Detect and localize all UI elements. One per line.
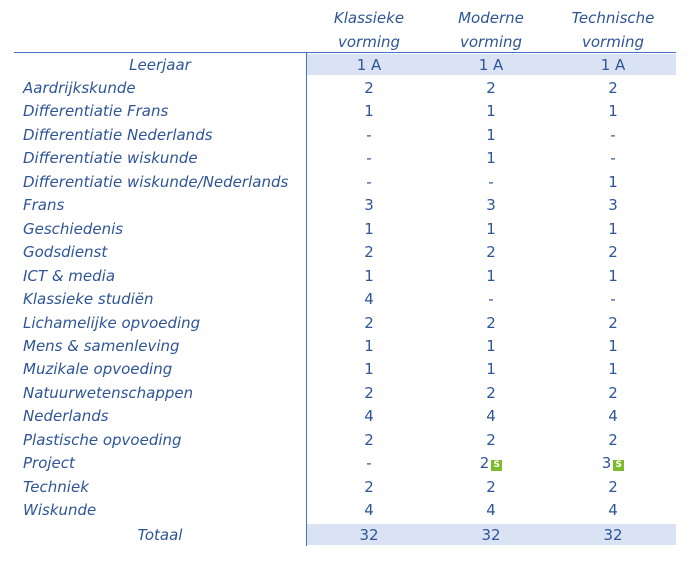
subject-label: Klassieke studiën [23, 290, 154, 309]
hours-value: 2 [608, 430, 618, 449]
s-badge-icon: S [491, 460, 502, 471]
hours-cell [551, 194, 675, 217]
table-row [14, 476, 676, 500]
hours-cell [551, 382, 675, 405]
hours-value: 1 [364, 219, 374, 238]
table-row [14, 452, 676, 476]
hours-value: 2 [486, 243, 496, 262]
hours-cell [551, 218, 675, 241]
table-row [14, 265, 676, 289]
subject-label: Frans [23, 196, 65, 215]
hours-cell [307, 218, 431, 241]
hours-value: 1 [486, 360, 496, 379]
table-row [14, 218, 676, 242]
hours-cell [551, 288, 675, 311]
hours-value: 2 [364, 430, 374, 449]
hours-cell [551, 452, 675, 475]
hours-cell [307, 499, 431, 522]
totaal-value: 32 [359, 526, 379, 544]
column-header-technische [551, 6, 675, 54]
hours-cell [307, 405, 431, 428]
hours-value: 2 [608, 313, 618, 332]
hours-value: - [366, 125, 372, 144]
hours-value: 4 [608, 407, 618, 426]
table-row [14, 312, 676, 336]
hours-value: 2 [479, 454, 490, 473]
hours-cell [429, 124, 553, 147]
hours-value: - [610, 125, 616, 144]
column-header-line: vorming [337, 33, 401, 51]
hours-cell [429, 194, 553, 217]
hours-value: 2 [486, 477, 496, 496]
table-row [14, 429, 676, 453]
column-header-line: Klassieke [333, 9, 405, 27]
hours-value: 1 [608, 266, 618, 285]
hours-cell [429, 476, 553, 499]
table-row [14, 124, 676, 148]
table-row [14, 499, 676, 523]
hours-cell [307, 335, 431, 358]
hours-cell [429, 358, 553, 381]
hours-value: 3 [364, 196, 374, 215]
hours-value: - [366, 149, 372, 168]
hours-cell [307, 194, 431, 217]
hours-cell [429, 77, 553, 100]
hours-value: 2 [364, 313, 374, 332]
hours-value: 1 [486, 102, 496, 121]
hours-cell [429, 265, 553, 288]
table-row [14, 382, 676, 406]
hours-cell [307, 147, 431, 170]
hours-cell [551, 358, 675, 381]
column-header-line: Technische [571, 9, 655, 27]
table-row [14, 241, 676, 265]
table-row [14, 147, 676, 171]
totaal-row [14, 524, 676, 548]
hours-value: 2 [364, 383, 374, 402]
hours-value: 1 [608, 219, 618, 238]
hours-value: - [488, 290, 494, 309]
hours-cell [307, 312, 431, 335]
hours-value: 3 [486, 196, 496, 215]
hours-value: 4 [486, 407, 496, 426]
hours-value: - [366, 172, 372, 191]
totaal-value: 32 [603, 526, 623, 544]
hours-cell [307, 476, 431, 499]
totaal-value: 32 [481, 526, 501, 544]
column-header-line: vorming [459, 33, 523, 51]
leerjaar-value: 1 A [356, 56, 382, 74]
hours-value: 3 [601, 454, 612, 473]
hours-cell [551, 100, 675, 123]
table-row [14, 171, 676, 195]
hours-cell [429, 241, 553, 264]
subject-label: Wiskunde [23, 501, 97, 520]
column-header-line: vorming [581, 33, 645, 51]
subject-label: Godsdienst [23, 243, 108, 262]
hours-cell [307, 429, 431, 452]
hours-cell [307, 77, 431, 100]
hours-cell [429, 405, 553, 428]
hours-cell [429, 499, 553, 522]
subject-label: Differentiatie Frans [23, 102, 169, 121]
hours-cell [429, 382, 553, 405]
hours-value: 1 [608, 102, 618, 121]
hours-value: - [488, 172, 494, 191]
subject-label: ICT & media [23, 266, 116, 285]
hours-value: - [610, 290, 616, 309]
hours-value: 2 [364, 477, 374, 496]
hours-value: 1 [364, 266, 374, 285]
hours-cell [551, 124, 675, 147]
hours-cell [307, 358, 431, 381]
subject-label: Mens & samenleving [23, 336, 180, 355]
subject-label: Muzikale opvoeding [23, 360, 173, 379]
table-row [14, 77, 676, 101]
hours-cell [307, 100, 431, 123]
hours-value: 4 [608, 501, 618, 520]
subject-label: Aardrijkskunde [23, 79, 136, 97]
hours-value: 1 [608, 360, 618, 379]
hours-cell [307, 171, 431, 194]
table-row [14, 405, 676, 429]
hours-value: 2 [486, 313, 496, 332]
subject-label: Natuurwetenschappen [23, 383, 194, 402]
leerjaar-value: 1 A [478, 56, 504, 74]
hours-cell [551, 147, 675, 170]
hours-value: 2 [608, 383, 618, 402]
table-row [14, 358, 676, 382]
hours-value: 1 [608, 336, 618, 355]
hours-value: 2 [486, 430, 496, 449]
hours-cell [429, 335, 553, 358]
hours-cell [551, 499, 675, 522]
totaal-label: Totaal [137, 526, 183, 544]
hours-value: 2 [608, 477, 618, 496]
hours-cell [307, 288, 431, 311]
hours-value: 4 [486, 501, 496, 520]
hours-value: 1 [486, 219, 496, 238]
leerjaar-label: Leerjaar [129, 56, 191, 74]
s-badge-icon: S [613, 460, 624, 471]
hours-value: 1 [364, 360, 374, 379]
hours-cell [551, 171, 675, 194]
subject-label: Nederlands [23, 407, 109, 426]
leerjaar-value: 1 A [600, 56, 626, 74]
subject-label: Plastische opvoeding [23, 430, 182, 449]
table-row [14, 100, 676, 124]
hours-cell [429, 171, 553, 194]
hours-value: 4 [364, 290, 374, 309]
hours-value: - [366, 454, 372, 473]
header-divider [14, 52, 676, 53]
table-row [14, 288, 676, 312]
hours-cell [307, 452, 431, 475]
hours-cell [429, 429, 553, 452]
column-header-klassieke [307, 6, 431, 54]
table-row [14, 335, 676, 359]
hours-value: 1 [364, 102, 374, 121]
hours-cell [551, 476, 675, 499]
hours-cell [551, 405, 675, 428]
hours-value: 4 [364, 501, 374, 520]
hours-value: 3 [608, 196, 618, 215]
hours-cell [551, 241, 675, 264]
subject-label: Differentiatie wiskunde/Nederlands [23, 172, 289, 191]
hours-value: - [610, 149, 616, 168]
subject-label: Techniek [23, 477, 89, 496]
hours-value: 2 [608, 79, 618, 97]
hours-cell [429, 312, 553, 335]
subject-label: Differentiatie Nederlands [23, 125, 213, 144]
hours-cell [551, 335, 675, 358]
hours-value: 2 [364, 79, 374, 97]
hours-value: 1 [364, 336, 374, 355]
hours-value: 1 [608, 172, 618, 191]
hours-cell [307, 265, 431, 288]
column-header-line: Moderne [458, 9, 524, 27]
hours-value: 4 [364, 407, 374, 426]
subject-label: Lichamelijke opvoeding [23, 313, 201, 332]
hours-cell [429, 147, 553, 170]
hours-value: 2 [486, 383, 496, 402]
hours-cell [307, 124, 431, 147]
hours-value: 1 [486, 266, 496, 285]
subject-label: Project [23, 454, 75, 473]
hours-cell [551, 265, 675, 288]
hours-value: 1 [486, 336, 496, 355]
subject-label: Differentiatie wiskunde [23, 149, 198, 168]
hours-value: 2 [364, 243, 374, 262]
hours-cell [307, 382, 431, 405]
leerjaar-row [14, 54, 676, 78]
subject-label: Geschiedenis [23, 219, 124, 238]
hours-value: 2 [608, 243, 618, 262]
hours-cell [307, 241, 431, 264]
column-header-moderne [429, 6, 553, 54]
hours-value: 1 [486, 149, 496, 168]
hours-cell [429, 100, 553, 123]
hours-cell [551, 77, 675, 100]
hours-cell [429, 452, 553, 475]
hours-cell [429, 288, 553, 311]
hours-cell [429, 218, 553, 241]
table-row [14, 194, 676, 218]
hours-cell [551, 312, 675, 335]
hours-cell [551, 429, 675, 452]
hours-value: 2 [486, 79, 496, 97]
hours-value: 1 [486, 125, 496, 144]
